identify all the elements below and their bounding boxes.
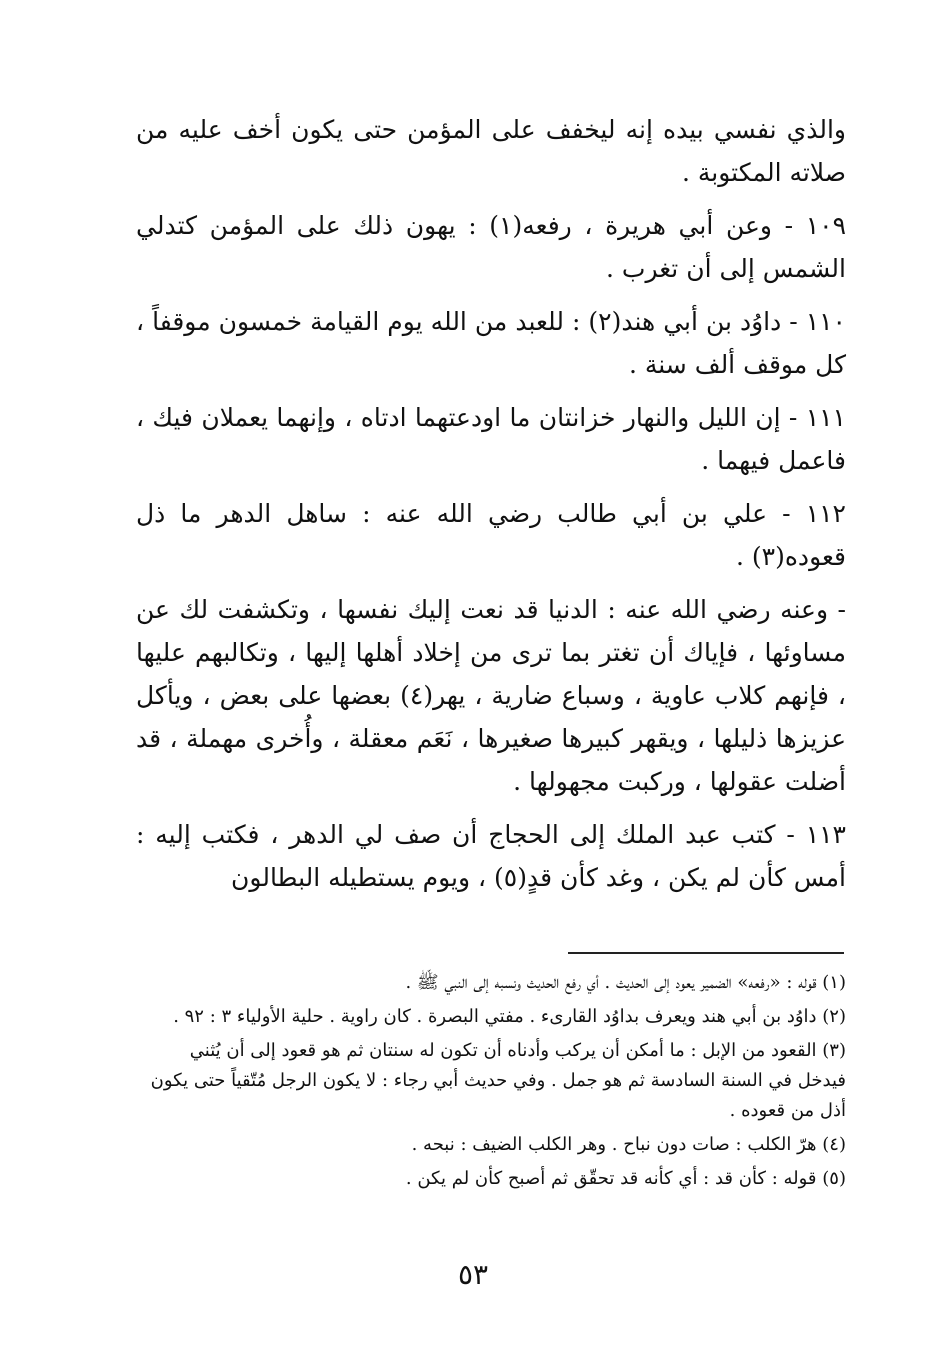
footnote-5: (٥) قوله : كأن قد : أي كأنه قد تحقّق ثم أصبح كأن لم يكن .	[405, 1168, 846, 1189]
footnote-3: (٣) القعود من الإبل : ما أمكن أن يركب وأدناه أن تكون له سنتان ثم هو قعود إلى أن يُثني فيدخل في السنة السادسة ثم هو جمل . وفي حديث أبي رجاء : لا يكون الرجل مُتّقياً حتى يكون أذل من قعوده .	[150, 1040, 846, 1121]
paragraph-110: ١١٠ - داوُد بن أبي هند(٢) : للعبد من الله يوم القيامة خمسون موقفاً ، كل موقف ألف سنة .	[136, 307, 846, 379]
footnotes	[136, 968, 846, 1198]
paragraph-111: ١١١ - إن الليل والنهار خزانتان ما اودعتهما ادتاه ، وإنهما يعملان فيك ، فاعمل فيهما .	[136, 403, 846, 475]
footnote-1: (١) قوله : «رفعه» الضمير يعود إلى الحديث . أي رفع الحديث ونسبه إلى النبي ﷺ .	[405, 972, 846, 993]
main-text	[136, 108, 846, 909]
footnote-divider	[568, 952, 844, 954]
paragraph-109: ١٠٩ - وعن أبي هريرة ، رفعه(١) : يهون ذلك على المؤمن كتدلي الشمس إلى أن تغرب .	[136, 211, 847, 283]
paragraph-112-cont: - وعنه رضي الله عنه : الدنيا قد نعت إليك نفسها ، وتكشفت لك عن مساوئها ، فإياك أن تغتر بما ترى من إخلاد أهلها إليها ، وتكالبهم عليها ، فإنهم كلاب عاوية ، وسباع ضارية ، يهر(٤) بعضها على بعض ، ويأكل عزيزها ذليلها ، ويقهر كبيرها صغيرها ، نَعَم معقلة ، وأُخرى مهملة ، قد أضلت عقولها ، وركبت مجهولها .	[136, 595, 846, 796]
footnote-2: (٢) داوُد بن أبي هند ويعرف بداوُد القارىء . مفتي البصرة . كان راوية . حلية الأولياء ٣ : ٩٢ .	[173, 1006, 846, 1027]
paragraph-continuation: والذي نفسي بيده إنه ليخفف على المؤمن حتى يكون أخف عليه من صلاته المكتوبة .	[136, 115, 846, 187]
paragraph-113: ١١٣ - كتب عبد الملك إلى الحجاج أن صف لي الدهر ، فكتب إليه : أمس كأن لم يكن ، وغد كأن قدٍ(٥) ، ويوم يستطيله البطالون	[136, 820, 846, 892]
footnote-4: (٤) هرّ الكلب : صات دون نباح . وهر الكلب الضيف : نبحه .	[411, 1134, 846, 1155]
page-number: ٥٣	[457, 1258, 489, 1291]
paragraph-112: ١١٢ - علي بن أبي طالب رضي الله عنه : ساهل الدهر ما ذل قعوده(٣) .	[136, 499, 846, 571]
